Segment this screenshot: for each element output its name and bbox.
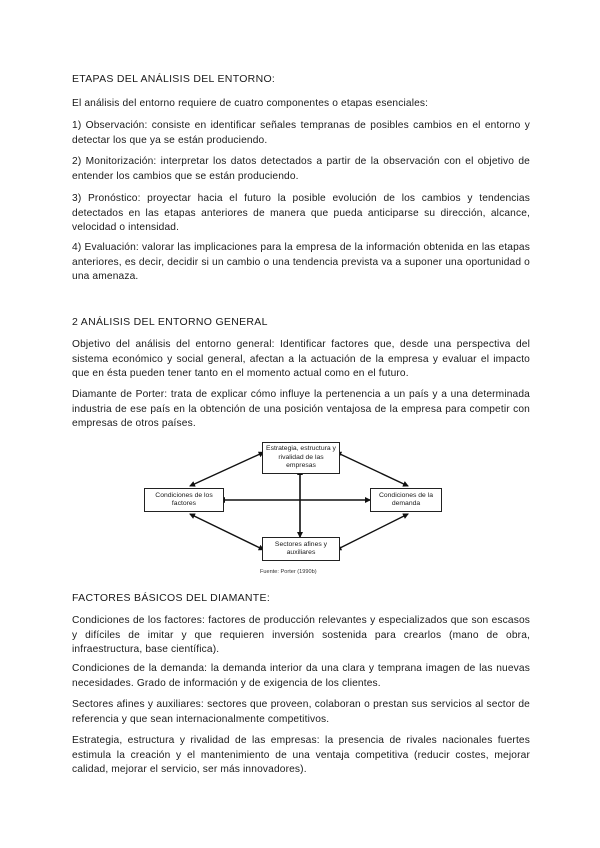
porter-diamond-diagram: [140, 438, 460, 578]
factor-text: la presencia de rivales nacionales fuertes estimula la creación y el mantenimiento de una ventaja competitiva (reducir costes, mejorar calidad, mejorar el servicio, ser más innovadores).: [72, 735, 530, 776]
diamante-paragraph: [72, 388, 530, 432]
paragraph-text: trata de explicar cómo influye la pertenencia a un país y a una determinada industria de ese país en la obtención de una posición ventajosa de la empresa para competir con empresas de otros países.: [72, 389, 530, 430]
etapa-text: proyectar hacia el futuro la posible evolución de los cambios y tendencias detectados en las etapas anteriores de manera que pueda anticiparse su dirección, alcance, velocidad o intensidad.: [72, 193, 530, 234]
etapa-pronostico: [72, 192, 530, 236]
diagram-source: Fuente: Porter (1990b): [260, 569, 317, 575]
paragraph-text: Identificar factores que, desde una perspectiva del sistema económico y social general, afectan a la actuación de la empresa y evaluar el impacto que en ésta pueden tener tanto en el momento actual como en el futuro.: [72, 339, 531, 380]
section-heading-factores: FACTORES BÁSICOS DEL DIAMANTE:: [72, 592, 271, 604]
etapa-text: valorar las implicaciones para la empresa de la información obtenida en las etapas anteriores, es decir, decidir si un cambio o una tendencia prevista va a suponer una oportunidad o una amenaza.: [72, 242, 530, 283]
box-condiciones-factores: Condiciones de los factores: [144, 488, 224, 512]
factor-label: Condiciones de la demanda:: [72, 663, 208, 674]
factor-sectores-afines: [72, 698, 530, 727]
etapa-text: consiste en identificar señales tempranas de posibles cambios en el entorno y detectar los que ya se están produciendo.: [72, 120, 530, 146]
factor-label: Sectores afines y auxiliares:: [72, 699, 204, 710]
etapa-monitorizacion: [72, 155, 530, 184]
paragraph-label: Diamante de Porter:: [72, 389, 168, 400]
etapa-label: 2) Monitorización:: [72, 156, 157, 167]
etapa-label: 3) Pronóstico:: [72, 193, 141, 204]
etapa-label: 1) Observación:: [72, 120, 148, 131]
objetivo-paragraph: [72, 338, 530, 382]
etapa-text: interpretar los datos detectados a partir de la observación con el objetivo de entender los cambios que se están produciendo.: [72, 156, 530, 182]
etapa-label: 4) Evaluación:: [72, 242, 139, 253]
arrow-bottom-left: [190, 514, 260, 548]
box-condiciones-demanda: Condiciones de la demanda: [370, 488, 442, 512]
factor-condiciones-factores: [72, 614, 530, 658]
etapas-intro: El análisis del entorno requiere de cuatro componentes o etapas esenciales:: [72, 98, 429, 109]
arrow-top-right: [340, 454, 408, 486]
etapa-observacion: [72, 119, 530, 148]
section-heading-etapas: ETAPAS DEL ANÁLISIS DEL ENTORNO:: [72, 73, 276, 85]
factor-label: Condiciones de los factores:: [72, 615, 205, 626]
factor-text: factores de producción relevantes y especializados que son escasos y difíciles de imitar y que requieren inversión sostenida para crearlos (mano de obra, infraestructura, base científica).: [72, 615, 531, 656]
section-heading-entorno-general: 2 ANÁLISIS DEL ENTORNO GENERAL: [72, 316, 268, 328]
factor-condiciones-demanda: [72, 662, 530, 691]
etapa-evaluacion: [72, 241, 530, 285]
paragraph-label: Objetivo del análisis del entorno general:: [72, 339, 275, 350]
factor-text: la demanda interior da una clara y temprana imagen de las nuevas necesidades. Grado de información y de exigencia de los clientes.: [72, 663, 530, 689]
box-estrategia: Estrategia, estructura y rivalidad de las empresas: [262, 442, 340, 474]
arrow-bottom-right: [340, 514, 408, 548]
factor-text: sectores que proveen, colaboran o prestan sus servicios al sector de referencia y que sean internacionalmente competitivos.: [72, 699, 530, 725]
arrow-top-left: [190, 454, 260, 486]
factor-label: Estrategia, estructura y rivalidad de las empresas:: [72, 735, 320, 746]
box-sectores-afines: Sectores afines y auxiliares: [262, 537, 340, 561]
factor-estrategia: [72, 734, 530, 778]
